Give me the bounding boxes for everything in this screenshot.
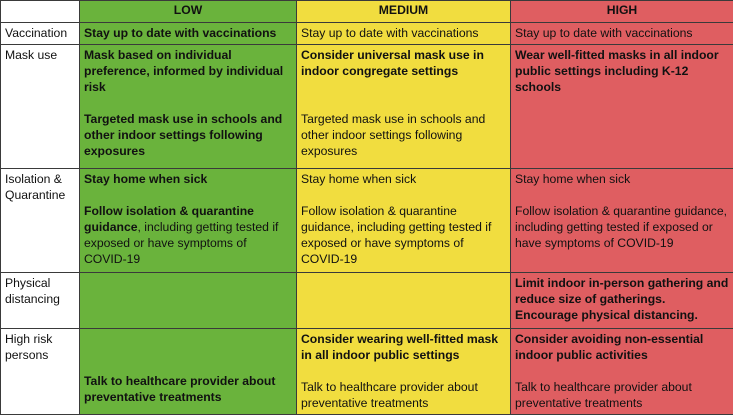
highrisk-low-empty [84,331,292,373]
cell-mask-high [511,45,733,169]
highrisk-high-text-2: Talk to healthcare provider about preventative treatments [515,379,729,411]
cell-vaccination-high: Stay up to date with vaccinations [511,23,733,45]
mask-medium-text-2: Targeted mask use in schools and other indoor settings following exposures [301,111,506,159]
cell-distancing-medium [297,273,511,329]
isolation-low-guidance-rest: , including getting tested if exposed or have symptoms of COVID-19 [84,220,278,266]
row-label-mask: Mask use [1,45,80,169]
row-label-isolation: Isolation & Quarantine [1,169,80,273]
row-highrisk [1,329,733,415]
cell-distancing-high: Limit indoor in-person gathering and reduce size of gatherings. Encourage physical distancing. [511,273,733,329]
cell-isolation-medium [297,169,511,273]
row-isolation [1,169,733,273]
isolation-low-guidance-bold: Follow isolation & quarantine guidance [84,204,254,234]
highrisk-low-text-2: Talk to healthcare provider about preventative treatments [84,373,292,405]
mask-medium-text-1: Consider universal mask use in indoor congregate settings [301,47,506,79]
isolation-medium-text-1: Stay home when sick [301,171,506,187]
isolation-low-text-2 [84,203,292,267]
highrisk-medium-text-1: Consider wearing well-fitted mask in all indoor public settings [301,331,506,363]
isolation-high-text-1: Stay home when sick [515,171,729,187]
cell-vaccination-medium: Stay up to date with vaccinations [297,23,511,45]
row-label-vaccination: Vaccination [1,23,80,45]
header-high: HIGH [511,1,733,23]
cell-highrisk-high [511,329,733,415]
cell-distancing-low [80,273,297,329]
row-vaccination [1,23,733,45]
cell-vaccination-low: Stay up to date with vaccinations [80,23,297,45]
cell-highrisk-low [80,329,297,415]
isolation-medium-text-2: Follow isolation & quarantine guidance, including getting tested if exposed or have symptoms of COVID-19 [301,203,506,267]
isolation-high-text-2: Follow isolation & quarantine guidance, including getting tested if exposed or have symptoms of COVID-19 [515,203,729,251]
cell-isolation-low [80,169,297,273]
highrisk-high-text-1: Consider avoiding non-essential indoor public activities [515,331,729,363]
corner-cell [1,1,80,23]
cell-highrisk-medium [297,329,511,415]
mask-high-text-1: Wear well-fitted masks in all indoor public settings including K-12 schools [515,47,729,95]
header-medium: MEDIUM [297,1,511,23]
cell-isolation-high [511,169,733,273]
header-low: LOW [80,1,297,23]
cell-mask-medium [297,45,511,169]
header-row [1,1,733,23]
row-label-distancing: Physical distancing [1,273,80,329]
row-label-highrisk: High risk persons [1,329,80,415]
mask-low-text-1: Mask based on individual preference, informed by individual risk [84,47,292,95]
isolation-low-text-1: Stay home when sick [84,171,292,187]
mask-low-text-2: Targeted mask use in schools and other indoor settings following exposures [84,111,292,159]
cell-mask-low [80,45,297,169]
row-distancing [1,273,733,329]
row-mask [1,45,733,169]
highrisk-medium-text-2: Talk to healthcare provider about preventative treatments [301,379,506,411]
